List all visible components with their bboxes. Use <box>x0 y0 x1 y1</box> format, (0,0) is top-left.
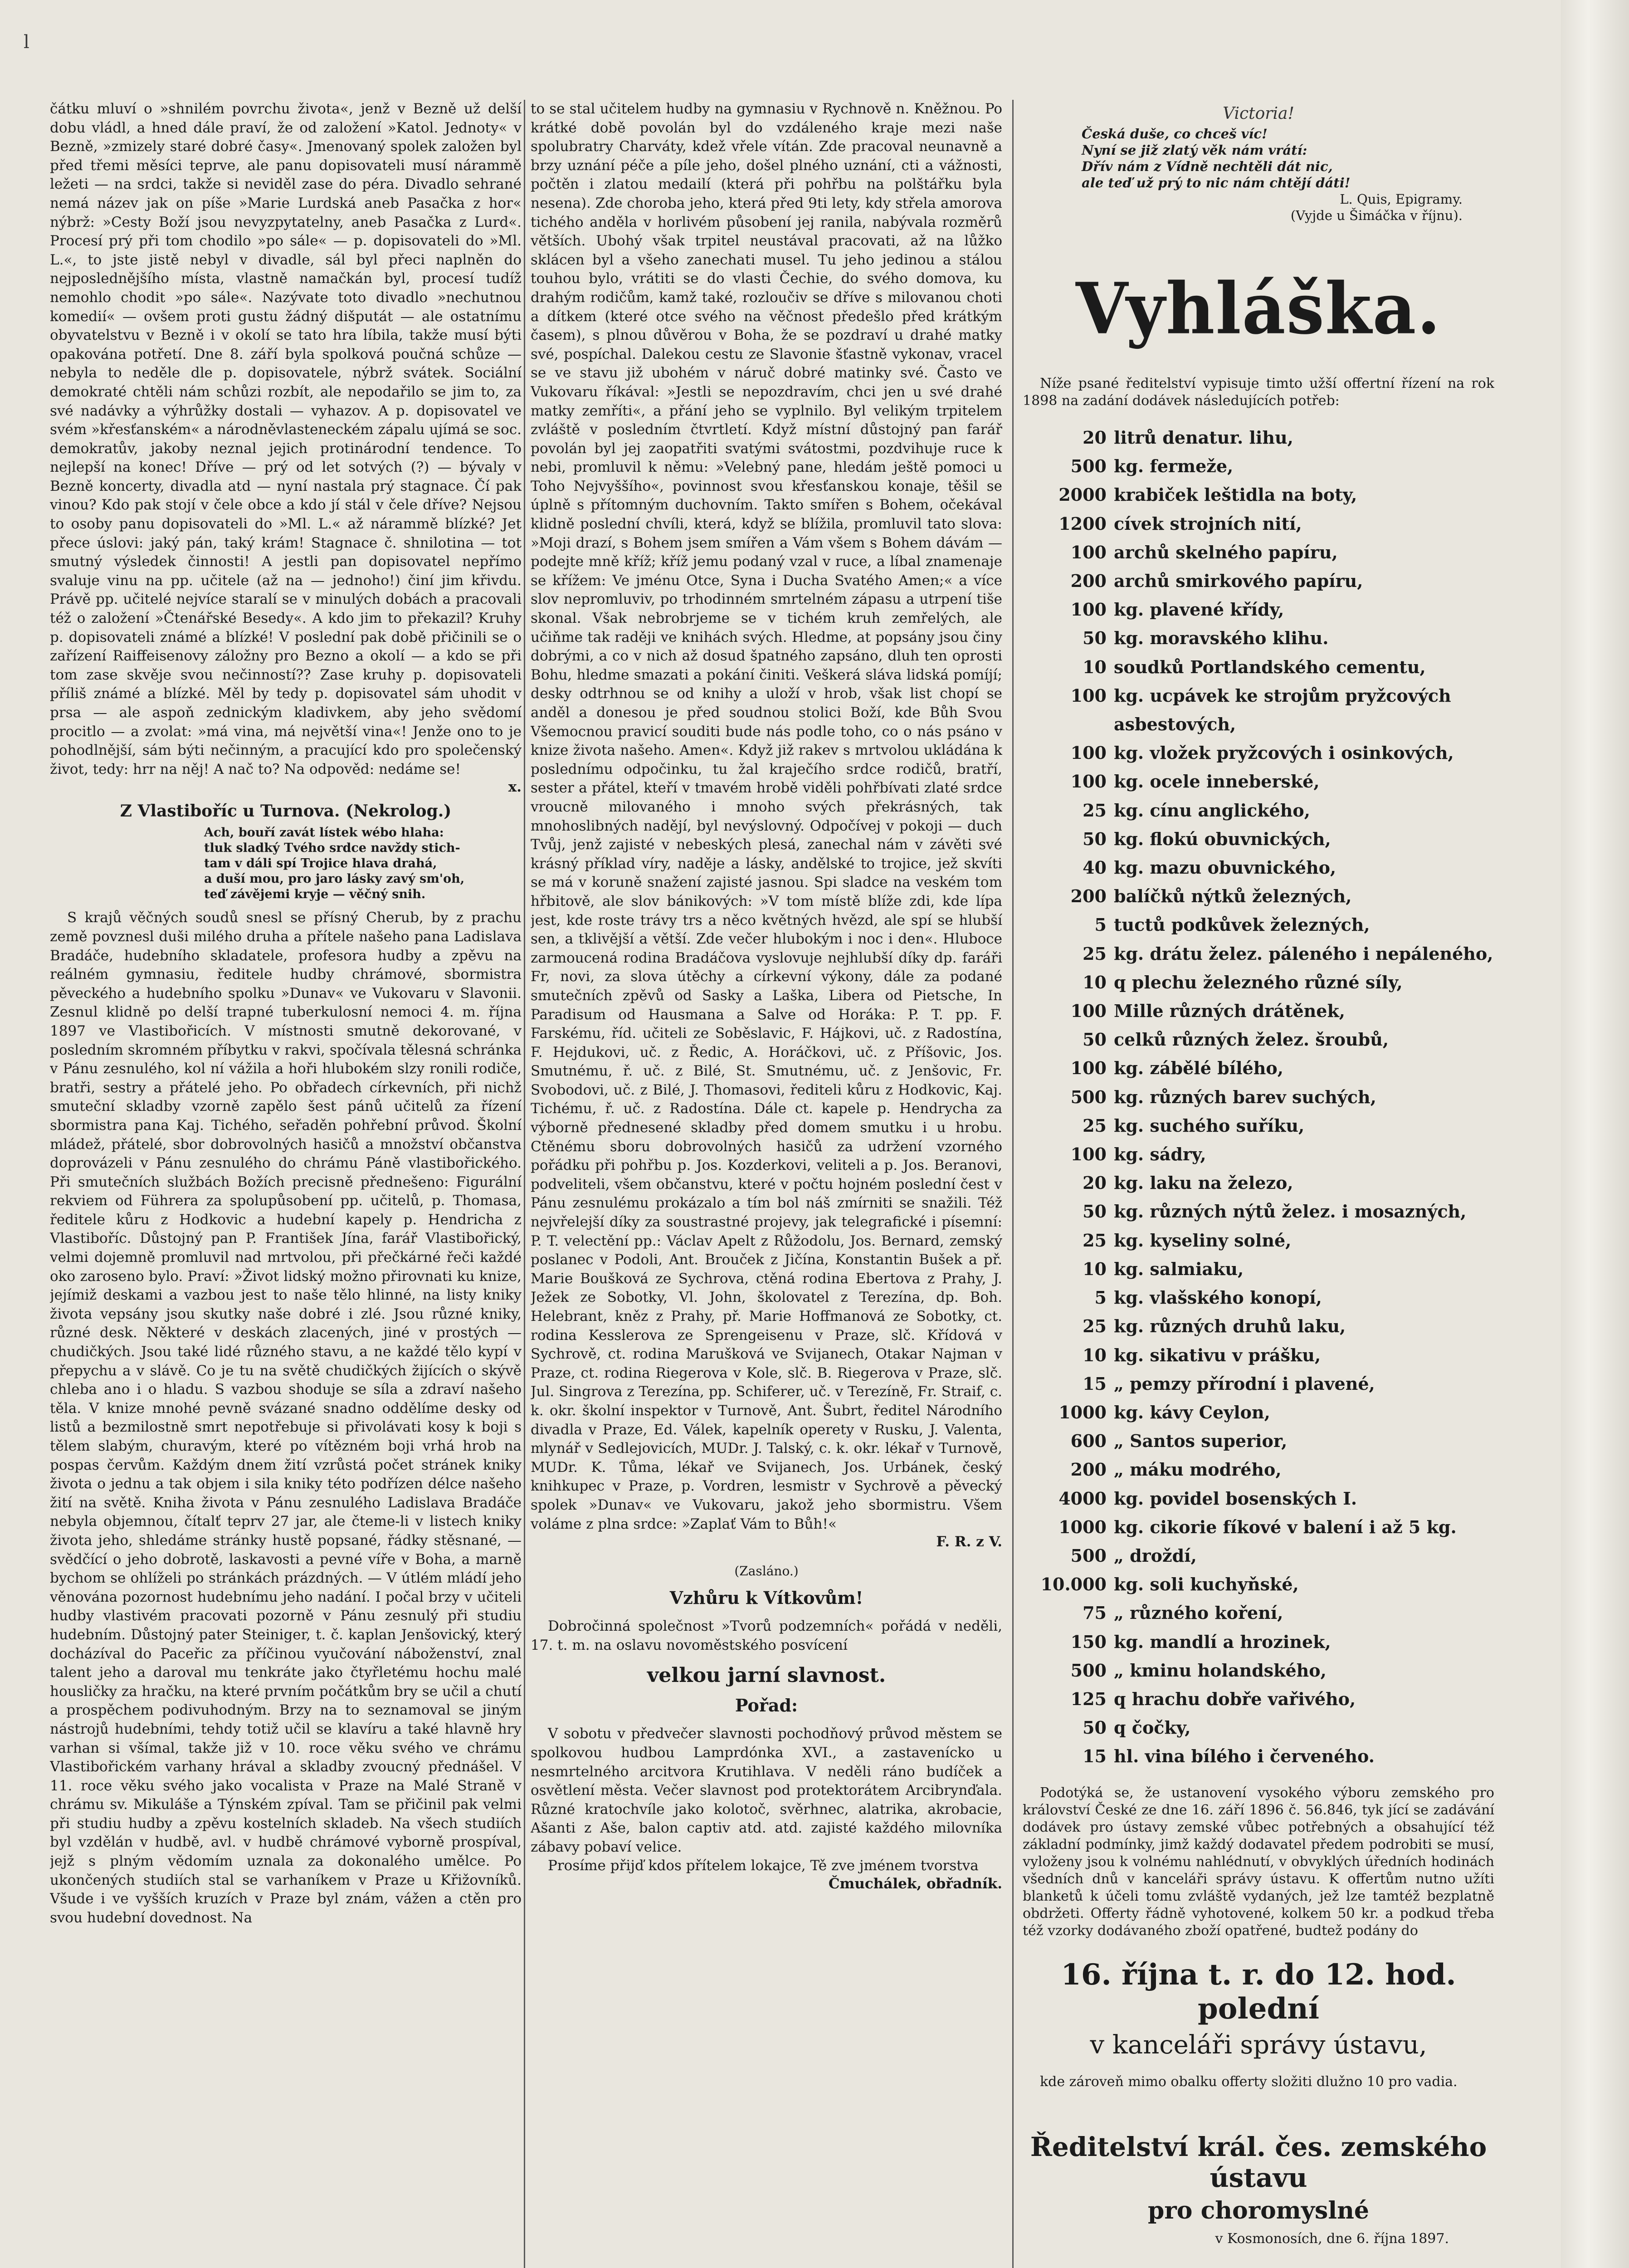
supply-item <box>1023 1455 1494 1484</box>
supply-quantity: 500 <box>1070 456 1107 477</box>
supply-description: q čočky, <box>1114 1717 1191 1738</box>
supply-quantity: 150 <box>1070 1631 1107 1652</box>
poem-line: Ach, bouří zavát lístek wébo hlaha: <box>204 826 444 840</box>
supply-quantity: 10 <box>1083 656 1107 677</box>
supply-item <box>1023 681 1494 710</box>
supply-description: celků různých želez. šroubů, <box>1114 1029 1389 1050</box>
supply-description: hl. vina bílého i červeného. <box>1114 1746 1375 1767</box>
supply-quantity: 100 <box>1070 743 1107 763</box>
supply-quantity: 100 <box>1070 542 1107 562</box>
supply-description: „ různého koření, <box>1114 1603 1283 1623</box>
supply-description: „ Santos superior, <box>1114 1431 1288 1452</box>
column-rule-2 <box>1012 100 1014 2268</box>
supply-quantity: 10.000 <box>1040 1574 1107 1595</box>
supply-item <box>1023 1054 1494 1082</box>
supply-quantity: 200 <box>1070 886 1107 907</box>
event-title: velkou jarní slavnost. <box>647 1664 886 1687</box>
supply-description: kg. sikativu v prášku, <box>1114 1344 1321 1365</box>
supply-description: cívek strojních nití, <box>1114 513 1302 534</box>
notice-intro: Níže psané ředitelství vypisuje timto užší offertní řízení na rok 1898 na zadání dodávek následujících potřeb: <box>1023 376 1494 409</box>
supply-item <box>1023 910 1494 939</box>
supply-quantity: 100 <box>1070 1058 1107 1079</box>
supply-description: kg. různých druhů laku, <box>1114 1316 1346 1337</box>
supply-description: asbestových, <box>1114 714 1236 735</box>
supply-item <box>1023 1656 1494 1685</box>
supply-item <box>1023 1570 1494 1598</box>
supply-item <box>1023 1713 1494 1742</box>
supply-description: kg. vlašského konopí, <box>1114 1287 1322 1308</box>
supply-item <box>1023 1168 1494 1197</box>
obituary-poem <box>204 825 522 902</box>
notice-deadline: 16. října t. r. do 12. hod. polední <box>1061 1957 1456 2026</box>
supply-description: kg. suchého suříku, <box>1114 1115 1305 1136</box>
supply-quantity: 25 <box>1083 1316 1107 1337</box>
supply-quantity: 125 <box>1070 1688 1107 1709</box>
supply-item <box>1023 882 1494 910</box>
poem-line: tluk sladký Tvého srdce navždy stich- <box>204 841 460 855</box>
supply-description: soudků Portlandského cementu, <box>1114 656 1426 677</box>
motto-source-note: (Vyjde u Šimáčka v říjnu). <box>1290 208 1463 223</box>
supply-item <box>1023 1541 1494 1570</box>
notice-office: v kanceláři správy ústavu, <box>1090 2030 1427 2060</box>
supply-item <box>1023 796 1494 825</box>
supply-quantity: 5 <box>1094 1287 1107 1308</box>
supply-item <box>1023 1312 1494 1340</box>
obituary-heading: Z Vlastiboříc u Turnova. (Nekrolog.) <box>120 802 452 821</box>
supply-quantity: 50 <box>1083 1717 1107 1738</box>
supply-description: kg. cínu anglického, <box>1114 800 1310 821</box>
obituary-continuation: to se stal učitelem hudby na gymnasiu v Rychnově n. Kněžnou. Po krátké době povolán byl do vzdáleného kraje mezi naše spolubratry Charváty, kdež vřele vítán. Zde pracoval neunavně a brzy uznání péče a píle jeho, došel plného uznání, cti a vážnosti, počtěn i zlatou medailí (která při pohřbu na polštářku byla nesena). Zde choroba jeho, která před 9ti lety, kdy střela amorova tichého anděla v horlivém působení jej ranila, nabývala rozměrů větších. Ubohý však trpitel neustával pracovati, až na lůžko sklácen byl a všeho zanechati musel. Tu jeho jedinou a stálou touhou bylo, vrátiti se do vlasti Čechie, do svého domova, ku drahým rodičům, kamž také, rozloučiv se dříve s milovanou choti a dítkem (které otce svého na věčnost předešlo před krátkým časem), s plnou důvěrou v Boha, že se pozdraví u drahé matky své, pospíchal. Dalekou cestu ze Slavonie šťastně vykonav, vracel se ve stavu již ubohém v náruč dobré matinky své. Často ve Vukovaru říkával: »Jestli se nepozdravím, chci jen u své drahé matky zemříti«, a přání jeho se vyplnilo. Byl velikým trpitelem zvláště v posledním čtvrtletí. Když místní důstojný pan farář povolán byl jej zaopatřiti svatými svátostmi, pozdvihuje ruce k nebi, promluvil k němu: »Velebný pane, hledám ještě pomoci u Toho Nejvyššího«, povinnost svou křesťanskou konaje, těšil se úplně s přítomným duchovním. Takto smířen s Bohem, očekával klidně poslední chvíli, která, když se blížila, promluvil tato slova: »Moji drazí, s Bohem jsem smířen a Vám všem s Bohem dávám — podejte mně kříž; kříž jemu podaný vzal v ruce, a líbal znamenaje se křížem: Ve jménu Otce, Syna i Ducha Svatého Amen;« a více slov nepromluviv, po trhodinném smrtelném zápasu a utrpení tiše skonal. Však nebrobrjeme se v tichém kruh zemřelých, ale učiňme tak raději ve knihách svých. Hledme, at popsány jsou činy dobrými, a co v nich až dosud špatného zapsáno, dluh ten oprosti Bohu, hledme smazati a pokání činiti. Veškerá sláva lidská pomíjí; desky odtrhnou se od knihy a uloží v hrob, však list chopí se anděl a donesou je před soudnou stolici Boží, kde Bůh Svou Všemocnou pravicí souditi bude nás podle toho, co o nás psáno v knize života našeho. Amen«. Když již rakev s mrtvolou ukládána k poslednímu odpočinku, tu žal kraječího srdce rodičů, bratří, sester a přátel, kteří v tmavém hrobě viděli pohřbívati zlaté srdce vroucně milovaného i mnoho svých překrásných, tak mnohoslibných nadějí, byl nevýslovný. Odpočívej v pokoji — duch Tvůj, jenž zajisté v nebeských plesá, zanechal nám v závěti své krásný příklad víry, naděje a lásky, andělské to trojice, jež skvíti se má v koruně snažení zajisté jasnou. Spi sladce na veském tom hřbitově, ale slov bánikových: »V tom místě blíže zdi, kde lípa jest, kde roste trávy trs a něco květných hvězd, ale spí se hlubší sen, a tklivější a větší. Zde večer hlubokým i noc i den«. Hluboce zarmoucená rodina Bradáčova vyslovuje nejhlubší díky dp. faráři Fr, novi, za slova útěchy a církevní výkony, dále za podané smutečních zpěvů od Sasky a Laška, Libera od Pietsche, In Paradisum od Hausmana a Salve od Horáka: P. T. pp. F. Farskému, říd. učiteli ze Soběslavic, F. Hájkovi, uč. z Radostína, F. Hejdukovi, uč. z Ředic, A. Horáčkovi, uč. z Příšovic, Jos. Smutnému, ř. uč. z Bilé, St. Smutnému, uč. z Jenšovic, Fr. Svobodovi, uč. z Bilé, J. Thomasovi, řediteli kůru z Hodkovic, Kaj. Tichému, ř. uč. z Radostína. Dále ct. kapele p. Hendrycha za výborně přednesené skladby před domem smutku i u hrobu. Ctěnému sboru dobrovolných hasičů za udržení vzorného pořádku při pohřbu p. Jos. Kozderkovi, veliteli a p. Jos. Beranovi, podveliteli, všem občanstvu, které v počtu hojném poslední čest v Pánu zesnulému prokázalo a tím bol náš zmírniti se snažili. Též nejvřelejší díky za soustrastné projevy, jak telegrafické i písemní: P. T. velectění pp.: Václav Apelt z Růžodolu, Jos. Bernard, zemský poslanec v Podoli, Ant. Brouček z Jičína, Konstantin Bušek a př. Marie Boušková ze Sychrova, ctěná rodina Ebertova z Prahy, J. Ježek ze Sobotky, Vl. John, školovatel z Terezína, dp. Boh. Helebrant, kněz z Prahy, př. Marie Hoffmanová ze Sobotky, ct. rodina Kesslerova ze Sprengeisenu v Praze, slč. Křídová v Sychrově, ct. rodina Marušková ve Svijanech, Otakar Najman v Praze, ct. rodina Riegerova v Kole, slč. B. Riegerova v Praze, slč. Jul. Singrova z Terezína, pp. Schiferer, uč. v Terezíně, Fr. Straif, c. k. okr. školní inspektor v Turnově, Ant. Šubrt, ředitel Národního divadla v Praze, Ed. Válek, kapelník operety v Rusku, J. Valenta, mlynář v Sedlejovicích, MUDr. J. Talský, c. k. okr. lékař v Turnově, MUDr. K. Tůma, lékař ve Svijanech, Jos. Urbánek, český knihkupec v Praze, p. Vordren, lesmistr v Sychrově a pěvecký spolek »Dunav« ve Vukovaru, jakož jeho sbormistru. Všem voláme z plna srdce: »Zaplať Vám to Bůh!« <box>531 101 1002 1532</box>
supply-item <box>1023 1685 1494 1713</box>
supply-description: kg. kávy Ceylon, <box>1114 1402 1270 1422</box>
supply-item <box>1023 1283 1494 1312</box>
supply-description: kg. plavené křídy, <box>1114 599 1284 620</box>
supply-item <box>1023 968 1494 997</box>
event-closing: Prosíme přijď kdos přítelem lokajce, Tě zve jménem tvorstva <box>548 1857 979 1874</box>
supply-item <box>1023 997 1494 1025</box>
supply-description: kg. ucpávek ke strojům pryžcových <box>1114 685 1451 706</box>
supply-item <box>1023 1226 1494 1255</box>
supply-quantity: 200 <box>1070 1459 1107 1480</box>
supply-item <box>1023 1598 1494 1627</box>
supply-description: q plechu železného různé síly, <box>1114 972 1403 992</box>
notice-conditions: Podotýká se, že ustanovení vysokého výboru zemského pro království České ze dne 16. září 1896 č. 56.846, tyk jící se zadávání dodávek pro ústavy zemské vůbec potřebných a obsahující též základní podmínky, jimž každý dodavatel předem podrobiti se musí, vyloženy jsou k volnému nahlédnutí, v obvyklých úředních hodinách všedních dnů v kanceláři správy ústavu. K offertům nutno užíti blanketů k účeli tomu zvláště vydaných, jež lze tamtéž bezplatně obdržeti. Offerty řádně vyhotovené, kolkem 50 kr. a podkud třeba též vzorky dodávaného zboží opatřené, budtež podány do <box>1023 1784 1494 1939</box>
supply-description: archů smirkového papíru, <box>1114 571 1363 591</box>
supply-quantity: 25 <box>1083 1230 1107 1251</box>
supply-item <box>1023 853 1494 882</box>
motto-line: Dřív nám z Vídně nechtěli dát nic, <box>1082 159 1333 174</box>
supply-item <box>1023 710 1494 738</box>
supply-quantity: 4000 <box>1058 1488 1107 1509</box>
supply-description: kg. flokú obuvnických, <box>1114 828 1331 849</box>
event-program-label: Pořad: <box>735 1695 798 1716</box>
notice-vadium: kde zároveň mimo obalku offerty složiti dlužno 10 pro vadia. <box>1040 2073 1458 2090</box>
supply-item <box>1023 1083 1494 1111</box>
supply-quantity: 15 <box>1083 1373 1107 1394</box>
motto-title: Victoria! <box>1223 104 1294 123</box>
supply-item <box>1023 1140 1494 1168</box>
supply-quantity: 10 <box>1083 1344 1107 1365</box>
event-program: V sobotu v předvečer slavnosti pochodňový průvod městem se spolkovou hudbou Lamprdónka XVI., a zastavenícko u nesmrtelného arcitvora Krutihlava. V neděli ráno budíček a osvětlení města. Večer slavnost pod protektorátem Arcibrynďala. Různé kratochvíle jako kolotoč, svěrhnec, alatrika, akrobacie, Ašanti z Aše, balon captiv atd. atd. zajisté každého milovníka zábavy pobaví velice. <box>531 1725 1002 1855</box>
supply-item <box>1023 480 1494 509</box>
supply-item <box>1023 1197 1494 1226</box>
supply-quantity: 15 <box>1083 1746 1107 1767</box>
supply-quantity: 200 <box>1070 571 1107 591</box>
supply-description: litrů denatur. lihu, <box>1114 427 1293 448</box>
supply-quantity: 1000 <box>1058 1516 1107 1537</box>
supply-quantity: 1200 <box>1058 513 1107 534</box>
supply-item <box>1023 1742 1494 1770</box>
supply-quantity: 100 <box>1070 1144 1107 1165</box>
supply-item <box>1023 1513 1494 1541</box>
supply-quantity: 500 <box>1070 1660 1107 1681</box>
supply-item <box>1023 767 1494 796</box>
supply-description: kg. laku na železo, <box>1114 1173 1293 1193</box>
supply-quantity: 25 <box>1083 943 1107 964</box>
supply-description: krabiček leštidla na boty, <box>1114 484 1357 505</box>
supply-item <box>1023 1427 1494 1455</box>
supply-quantity: 50 <box>1083 1201 1107 1222</box>
event-intro: Dobročinná společnost »Tvorů podzemních« pořádá v neděli, 17. t. m. na oslavu novoměstského posvícení <box>531 1618 1002 1653</box>
letter-signature: x. <box>508 779 522 796</box>
supply-quantity: 50 <box>1083 628 1107 649</box>
supply-description: kg. povidel bosenských I. <box>1114 1488 1357 1509</box>
supply-quantity: 10 <box>1083 1258 1107 1279</box>
supply-description: kg. zábělé bílého, <box>1114 1058 1283 1079</box>
supply-quantity: 100 <box>1070 685 1107 706</box>
supply-quantity: 20 <box>1083 427 1107 448</box>
supply-description: kg. drátu želez. páleného i nepáleného, <box>1114 943 1493 964</box>
supply-description: balíčků nýtků železných, <box>1114 886 1352 907</box>
supply-quantity: 2000 <box>1058 484 1107 505</box>
column-1 <box>50 100 522 2268</box>
supply-quantity: 500 <box>1070 1545 1107 1566</box>
supply-item <box>1023 1025 1494 1054</box>
supply-quantity: 75 <box>1083 1603 1107 1623</box>
supply-quantity: 40 <box>1083 857 1107 878</box>
supply-item <box>1023 939 1494 968</box>
letter-article: čátku mluví o »shnilém povrchu života«, jenž v Bezně už delší dobu vládl, a hned dále praví, že od založení »Katol. Jednoty« v Bezně, »zmizely staré dobré časy«. Jmenovaný spolek založen byl před třemi měsíci teprve, ale panu dopisovateli musí nárammě ležeti — na srdci, takže si neviděl zase do péra. Divadlo sehrané nemá název jak on píše »Marie Lurdská aneb Pasačka z hor« nýbrž: »Cesty Boží jsou nevyzpytatelny, aneb Pasačka z Lurd«. Procesí prý při tom chodilo »po sále« — p. dopisovateli do »Ml. L.«, to jste jistě nebyl v divadle, sál byl přeci naplněn do nejposlednějšího místa, vlastně namačkán byl, procesí tudíž nemohlo chodit »po sále«. Nazývate toto divadlo »nechutnou komedií« — ovšem proti gustu žádný dišputát — ale ostatnímu obyvatelstvu v Bezně i v okolí se tato hra líbila, takže musí býti opakována potřetí. Dne 8. září byla spolková poučná schůze — nebyla to neděle dle p. dopisovatele, nýbrž svátek. Sociální demokraté chtěli nám schůzi rozbít, ale nepodařilo se jim to, za své nadávky a výhrůžky dostali — vyhazov. A p. dopisovatel ve svém »křesťanském« a národněvlasteneckém zápalu ujímá se soc. demokratův, jakoby neznal jejich protinárodní tendence. To nejlepší na konec! Dříve — prý od let sotvých (?) — bývaly v Bezně koncerty, divadla atd — nyní nastala prý stagnace. Čí pak vinou? Kdo pak stojí v čele obce a kdo jí stál v čele dříve? Nejsou to osoby panu dopisovateli do »Ml. L.« až nárammě blízké? Jet přece úslovi: jaký pán, taký krám! Stagnace č. shnilotina — tot smutný výsledek činnosti! A jestli pan dopisovatel nepřímo svaluje vinu na pp. učitele (až na — jednoho!) činí jim křivdu. Právě pp. učitelé nejvíce staralí se v minulých dobách a pracovali též o založení »Čtenářské Besedy«. A kdo jim to překazil? Kruhy p. dopisovateli známé a blízké! V poslední pak době přičinili se o zařízení Raiffeisenovy záložny pro Bezno a okolí — a kdo se při tom zase skvěje svou nečinností?? Zase kruhy p. dopisovateli příliš známé a blízké. Měl by tedy p. dopisovatel sám uhodit v prsa — ale aspoň zednickým kladivkem, aby jeho svědomí procitlo — a zvolat: »má vina, má největší vina«! Jenže ono to je pohodlnější, sám býti nečinným, a pracující kdo pro společenský život, tedy: hrr na něj! A nač to? Na odpověd: nedáme se! <box>50 101 522 777</box>
edge-mark: l <box>24 32 29 53</box>
supply-quantity <box>1023 710 1114 738</box>
supply-quantity: 100 <box>1070 1001 1107 1022</box>
motto-line: ale teď už prý to nic nám chtějí dáti! <box>1082 175 1351 191</box>
obituary-text: S krajů věčných soudů snesl se přísný Cherub, by z prachu země povznesl duši milého druha a přítele našeho pana Ladislava Bradáče, hudebního skladatele, profesora hudby a zpěvu na reálném gymnasiu, ředitele hudby chrámové, sbormistra pěveckého a hudebního spolku »Dunav« ve Vukovaru v Slavonii. Zesnul klidně po delší trapné tuberkulosní nemoci 4. m. října 1897 ve Vlastibořicích. V místnosti smutně dekorované, v posledním skromném příbytku v rakvi, spočívala tělesná schránka v Pánu zesnulého, kol ní vážila a hoři hlubokém slzy ronili rodiče, bratři, sestry a přátelé jeho. Po obřadech církevních, při nichž smuteční skladby vzorně zapělo šest pánů učitelů za řízení sbormistra pana Kaj. Tichého, seřaděn pohřební průvod. Školní mládež, přátelé, sbor dobrovolných hasičů a množství občanstva doprovázeli v Pánu zesnulého do chrámu Páně vlastibořického. Při smutečních službách Božích precisně přednešeno: Figurální rekviem od Führera za spolupůsobení pp. učitelů, p. Thomasa, ředitele kůru z Hodkovic a hudební kapely p. Hendricha z Vlastiboříc. Důstojný pan P. František Jína, farář Vlastibořický, velmi dojemně promluvil nad mrtvolou, při přečkárné řeči každé oko zaroseno bylo. Praví: »Život lidský možno přirovnati ku knize, jejímiž deskami a vazbou jest to naše tělo hlinné, na listy kniky života vepsány jsou skutky naše dobré i zlé. Jsou různé kniky, různé desk. Některé v deskách zlacených, jiné v prostých — chudičkých. Jsou také lidé různého stavu, a ne každé tělo kypí v přepychu a v slávě. Co je tu na světě chudičkých žijících o skývě chleba ano i o hladu. S vazbou shoduje se síla a zdraví našeho těla. V knize mnohé pevně svázané snadno oddělíme desky od listů a bezmilostně smrt nepotřebuje si přivolávati kosy k boji s tělem slabým, churavým, které po vítězném boji vrhá hrob na pospas červům. Každým dnem žití vzrůstá počet stránek kniky života o jednu a tak objem i sila kniky této podřízen délce našeho žití na světě. Kniha života v Pánu zesnulého Ladislava Bradáče nebyla objemnou, čítalť teprv 27 jar, ale čteme-li v listech kniky života jeho, shledáme stránky hustě popsané, řádky stěsnané, — svědčící o jeho dobrotě, laskavosti a pevné víře v Boha, a marně bychom se ohlíželi po stránkách prázdných. — V útlém mládí jeho věnována pozornost hudebnímu jeho nadání. I počal brzy v učiteli hudby vlastivém pracovati pozorně v Pánu zesnulý při studiu hudebním. Důstojný pater Steiniger, t. č. kaplan Jenšovický, který docházíval do Paceřic za příčinou vyučování náboženství, znal talent jeho a daroval mu tenkráte jako čtyřletému hochu malé housličky za hračku, na které prvním počátkům bry se učil a chutí a prospěchem podivuhodným. Brzy na to seznamoval se jiným nástrojů hudebními, tehdy totiž učil se klavíru a také hlavně hry varhan si všímal, takže již v 10. roce věku svého ve chrámu Vlastibořickém varhany hrával a skladby zvoucný přednášel. V 11. roce věku svého jako vocalista v Praze na Malé Straně v chrámu sv. Mikuláše a Týnském zpíval. Tam se přičinil pak velmi při studiu hudby a zpěvu kostelních skladeb. Na všech studiích byl vzdělán v hudbě, avl. v hudbě chrámové vyborně prospíval, jejž s plným vědomím uznala za dokonalého umělce. Po ukončených studiích stal se varhaníkem v Praze u Křižovníků. Všude i ve vyšších kruzích v Praze byl znám, vážen a ctěn pro svou hudební dovednost. Na <box>50 909 522 1926</box>
supply-description: kg. mazu obuvnického, <box>1114 857 1336 878</box>
supply-item <box>1023 567 1494 595</box>
supply-description: „ máku modrého, <box>1114 1459 1282 1480</box>
event-heading: Vzhůru k Vítkovům! <box>669 1588 863 1608</box>
motto-verse <box>1082 126 1494 191</box>
supply-quantity: 25 <box>1083 800 1107 821</box>
supply-item <box>1023 1398 1494 1427</box>
column-3 <box>1023 100 1494 2268</box>
supply-item <box>1023 1628 1494 1656</box>
supply-description: kg. kyseliny solné, <box>1114 1230 1292 1251</box>
supply-quantity: 600 <box>1070 1431 1107 1452</box>
supply-description: kg. salmiaku, <box>1114 1258 1244 1279</box>
supply-description: „ pemzy přírodní i plavené, <box>1114 1373 1375 1394</box>
supply-description: „ kminu holandského, <box>1114 1660 1327 1681</box>
supply-item <box>1023 624 1494 652</box>
motto-line: Nyní se již zlatý věk nám vrátí: <box>1082 142 1307 158</box>
supply-quantity: 100 <box>1070 599 1107 620</box>
poem-line: tam v dáli spí Trojice hlava drahá, <box>204 856 437 871</box>
supply-quantity: 50 <box>1083 1029 1107 1050</box>
supply-quantity: 1000 <box>1058 1402 1107 1422</box>
supply-description: kg. různých barev suchých, <box>1114 1086 1376 1107</box>
supply-item <box>1023 738 1494 767</box>
supply-description: Mille různých drátěnek, <box>1114 1001 1346 1022</box>
supply-description: kg. fermeže, <box>1114 456 1234 477</box>
supply-quantity: 50 <box>1083 828 1107 849</box>
poem-line: teď závějemi kryje — věčný snih. <box>204 887 426 902</box>
supply-quantity: 20 <box>1083 1173 1107 1193</box>
supply-description: „ droždí, <box>1114 1545 1197 1566</box>
supply-description: kg. mandlí a hrozinek, <box>1114 1631 1331 1652</box>
poem-line: a duší mou, pro jaro lásky zavý sm'oh, <box>204 872 465 886</box>
issuer-name: Ředitelství král. čes. zemského ústavu <box>1030 2131 1487 2193</box>
supply-item <box>1023 825 1494 853</box>
supply-quantity: 5 <box>1094 914 1107 935</box>
issuer-place-date: v Kosmonosích, dne 6. října 1897. <box>1215 2230 1449 2247</box>
supply-item <box>1023 1484 1494 1513</box>
supply-item <box>1023 595 1494 624</box>
supply-item <box>1023 1111 1494 1140</box>
motto-source: L. Quis, Epigramy. <box>1340 191 1463 207</box>
supply-description: kg. ocele inneberské, <box>1114 771 1320 792</box>
column-rule-1 <box>524 100 525 2268</box>
column-2 <box>531 100 1002 2268</box>
supply-quantity: 100 <box>1070 771 1107 792</box>
supply-description: kg. moravského klihu. <box>1114 628 1329 649</box>
supply-quantity: 500 <box>1070 1086 1107 1107</box>
supply-list <box>1023 423 1494 1771</box>
supply-description: kg. cikorie fíkové v balení i až 5 kg. <box>1114 1516 1457 1537</box>
supply-description: kg. vložek pryžcových i osinkových, <box>1114 743 1454 763</box>
event-signature: Čmuchálek, obřadník. <box>828 1876 1002 1892</box>
supply-description: kg. soli kuchyňské, <box>1114 1574 1299 1595</box>
issuer-subtitle: pro choromyslné <box>1148 2196 1369 2224</box>
obituary-signature: F. R. z V. <box>936 1534 1002 1550</box>
supply-item <box>1023 1255 1494 1283</box>
supply-item <box>1023 538 1494 567</box>
supply-description: kg. sádry, <box>1114 1144 1206 1165</box>
supply-description: kg. různých nýtů želez. i mosazných, <box>1114 1201 1467 1222</box>
supply-item <box>1023 1341 1494 1369</box>
supply-description: q hrachu dobře vařivého, <box>1114 1688 1356 1709</box>
supply-quantity: 25 <box>1083 1115 1107 1136</box>
zaslano-label: (Zasláno.) <box>734 1564 799 1579</box>
supply-item <box>1023 423 1494 452</box>
motto-line: Česká duše, co chceš víc! <box>1082 126 1268 142</box>
page-edge <box>1561 0 1629 2268</box>
supply-quantity: 10 <box>1083 972 1107 992</box>
supply-item <box>1023 653 1494 681</box>
supply-item <box>1023 509 1494 538</box>
supply-item <box>1023 452 1494 480</box>
supply-description: archů skelného papíru, <box>1114 542 1338 562</box>
supply-item <box>1023 1369 1494 1398</box>
supply-description: tuctů podkůvek železných, <box>1114 914 1370 935</box>
notice-title: Vyhláška. <box>1076 267 1441 350</box>
